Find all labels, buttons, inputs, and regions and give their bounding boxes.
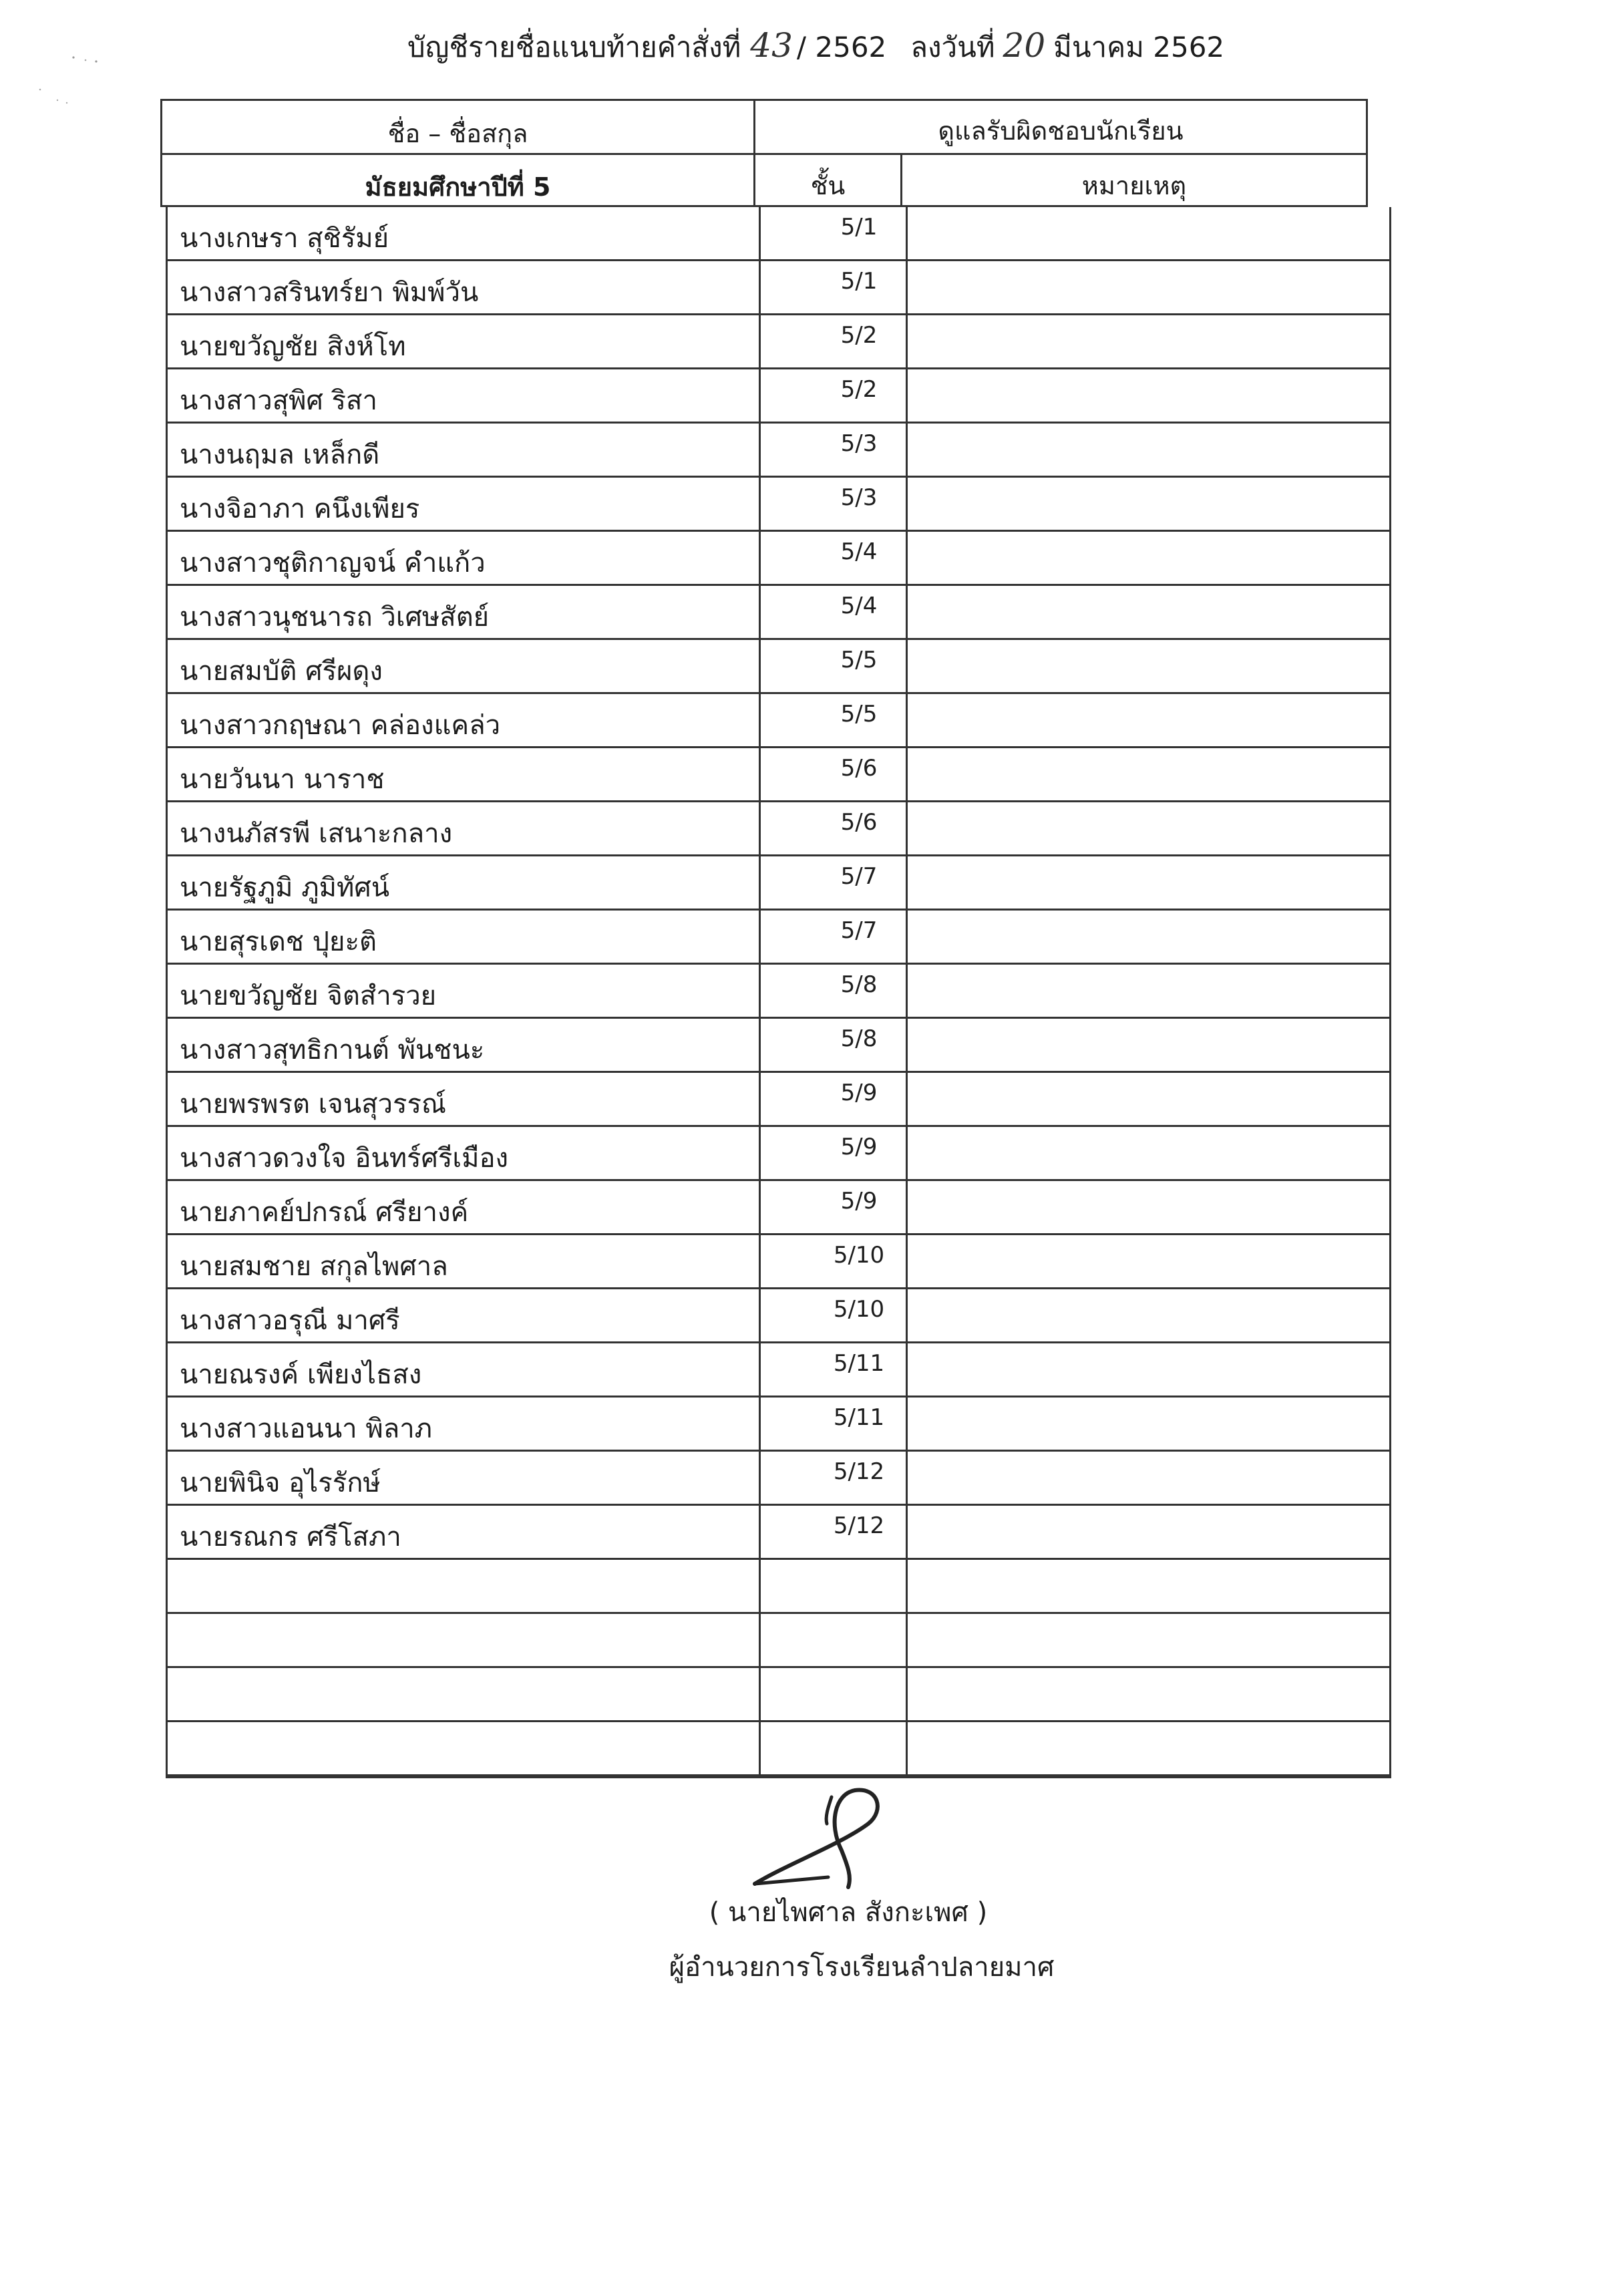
teacher-name: นางจิอาภา คนึงเพียร bbox=[180, 494, 420, 524]
class-cell: 5/1 bbox=[840, 268, 878, 295]
teacher-name: นายขวัญชัย จิตสำรวย bbox=[180, 981, 437, 1011]
class-cell: 5/5 bbox=[840, 701, 878, 727]
header-title: บัญชีรายชื่อแนบท้ายคำสั่งที่ bbox=[407, 31, 741, 63]
teacher-name: นายณรงค์ เพียงไธสง bbox=[180, 1359, 422, 1390]
duty-column-header: ดูแลรับผิดชอบนักเรียน bbox=[938, 116, 1184, 146]
table-row bbox=[168, 315, 1389, 369]
signature-image bbox=[748, 1784, 922, 1891]
class-cell: 5/2 bbox=[840, 376, 878, 403]
table-row bbox=[168, 1019, 1389, 1073]
teacher-name: นายรัฐภูมิ ภูมิทัศน์ bbox=[180, 872, 390, 903]
teacher-name: นางสาวชุติกาญจน์ คำแก้ว bbox=[180, 548, 486, 579]
level-header: มัธยมศึกษาปีที่ 5 bbox=[365, 172, 551, 202]
table-row bbox=[168, 261, 1389, 315]
table-row bbox=[168, 207, 1389, 261]
class-cell: 5/9 bbox=[840, 1134, 878, 1160]
class-cell: 5/7 bbox=[840, 917, 878, 944]
teacher-name: นางสาวสุพิศ ริสา bbox=[180, 385, 377, 416]
order-month-year: มีนาคม 2562 bbox=[1053, 31, 1225, 63]
class-cell: 5/9 bbox=[840, 1188, 878, 1214]
table-header bbox=[160, 99, 1368, 207]
order-number: 43 bbox=[750, 26, 793, 65]
class-cell: 5/11 bbox=[833, 1404, 885, 1431]
teacher-name: นายสมชาย สกุลไพศาล bbox=[180, 1251, 448, 1282]
teacher-name: นางสาวแอนนา พิลาภ bbox=[180, 1414, 433, 1444]
teacher-name: นางเกษรา สุชิรัมย์ bbox=[180, 223, 389, 254]
scan-specks bbox=[27, 53, 134, 114]
table-row bbox=[168, 1722, 1389, 1776]
class-cell: 5/10 bbox=[833, 1296, 885, 1323]
remark-column-header: หมายเหตุ bbox=[1081, 171, 1187, 200]
teacher-name: นายพรพรต เจนสุวรรณ์ bbox=[180, 1089, 447, 1120]
teacher-name: นางสาวกฤษณา คล่องแคล่ว bbox=[180, 710, 501, 741]
class-cell: 5/12 bbox=[833, 1458, 885, 1485]
table-row bbox=[168, 478, 1389, 532]
teacher-name: นายพินิจ อุไรรักษ์ bbox=[180, 1468, 381, 1498]
table-row bbox=[168, 369, 1389, 424]
document-header bbox=[407, 25, 1276, 79]
table-row bbox=[168, 1398, 1389, 1452]
teacher-name: นางสาวสรินทร์ยา พิมพ์วัน bbox=[180, 277, 479, 308]
class-cell: 5/3 bbox=[840, 430, 878, 457]
class-cell: 5/7 bbox=[840, 863, 878, 890]
table-row bbox=[168, 640, 1389, 694]
class-cell: 5/6 bbox=[840, 809, 878, 836]
class-cell: 5/8 bbox=[840, 1025, 878, 1052]
table-row bbox=[168, 1181, 1389, 1235]
table-row bbox=[168, 1668, 1389, 1722]
table-row bbox=[168, 802, 1389, 856]
teacher-name: นายสุรเดช ปุยะติ bbox=[180, 927, 377, 957]
order-day: 20 bbox=[1003, 26, 1046, 65]
teacher-name: นางนฤมล เหล็กดี bbox=[180, 440, 380, 470]
signer-name: ( นายไพศาล สังกะเพศ ) bbox=[709, 1897, 988, 1928]
duty-table bbox=[166, 207, 1391, 1778]
class-cell: 5/2 bbox=[840, 322, 878, 349]
class-column-header: ชั้น bbox=[810, 171, 846, 200]
table-row bbox=[168, 1343, 1389, 1398]
class-cell: 5/3 bbox=[840, 484, 878, 511]
table-row bbox=[168, 424, 1389, 478]
teacher-name: นางสาวอรุณี มาศรี bbox=[180, 1305, 400, 1336]
table-row bbox=[168, 1614, 1389, 1668]
table-row bbox=[168, 965, 1389, 1019]
table-row bbox=[168, 911, 1389, 965]
teacher-name: นางสาวดวงใจ อินทร์ศรีเมือง bbox=[180, 1143, 509, 1174]
teacher-name: นายขวัญชัย สิงห์โท bbox=[180, 331, 406, 362]
table-row bbox=[168, 1235, 1389, 1289]
teacher-name: นางสาวนุชนารถ วิเศษสัตย์ bbox=[180, 602, 490, 633]
class-cell: 5/9 bbox=[840, 1080, 878, 1106]
class-cell: 5/12 bbox=[833, 1512, 885, 1539]
table-row bbox=[168, 1073, 1389, 1127]
teacher-name: นายภาคย์ปกรณ์ ศรียางค์ bbox=[180, 1197, 469, 1228]
order-year: / 2562 bbox=[796, 31, 887, 63]
class-cell: 5/8 bbox=[840, 971, 878, 998]
table-row bbox=[168, 856, 1389, 911]
table-row bbox=[168, 1452, 1389, 1506]
table-row bbox=[168, 1127, 1389, 1181]
teacher-name: นายสมบัติ ศรีผดุง bbox=[180, 656, 383, 687]
table-row bbox=[168, 748, 1389, 802]
class-cell: 5/4 bbox=[840, 593, 878, 619]
teacher-name: นางนภัสรพี เสนาะกลาง bbox=[180, 818, 453, 849]
class-cell: 5/10 bbox=[833, 1242, 885, 1269]
signer-position: ผู้อำนวยการโรงเรียนลำปลายมาศ bbox=[669, 1952, 1055, 1983]
date-label: ลงวันที่ bbox=[910, 31, 995, 63]
table-row bbox=[168, 694, 1389, 748]
teacher-name: นายรณกร ศรีโสภา bbox=[180, 1522, 401, 1552]
class-cell: 5/4 bbox=[840, 538, 878, 565]
class-cell: 5/6 bbox=[840, 755, 878, 782]
table-row bbox=[168, 586, 1389, 640]
class-cell: 5/5 bbox=[840, 647, 878, 673]
table-row bbox=[168, 532, 1389, 586]
teacher-name: นายวันนา นาราช bbox=[180, 764, 385, 795]
teacher-name: นางสาวสุทธิกานต์ พันชนะ bbox=[180, 1035, 485, 1065]
table-row bbox=[168, 1560, 1389, 1614]
class-cell: 5/11 bbox=[833, 1350, 885, 1377]
table-row bbox=[168, 1506, 1389, 1560]
class-cell: 5/1 bbox=[840, 214, 878, 240]
table-row bbox=[168, 1289, 1389, 1343]
name-column-header: ชื่อ – ชื่อสกุล bbox=[387, 119, 528, 148]
